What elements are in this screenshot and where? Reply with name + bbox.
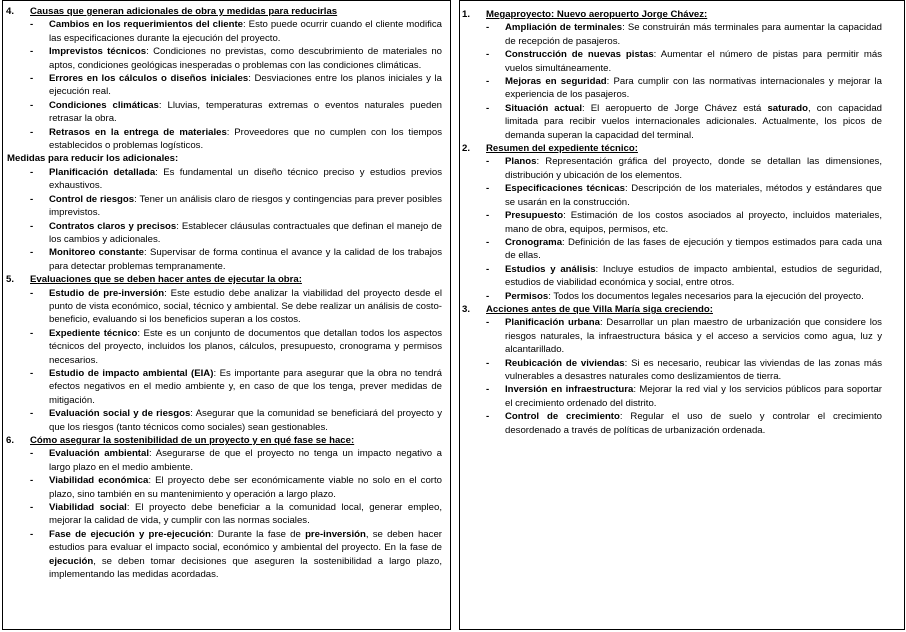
- section-1: [462, 8, 883, 142]
- list-item: - Estudio de impacto ambiental (EIA): Es importante para asegurar que la obra no tendrá efectos negativos en el medio ambiente y, en caso de que los tenga, prever medidas de mitigación.: [30, 367, 442, 406]
- section-number: 3.: [462, 303, 471, 315]
- section-medidas: [7, 152, 442, 273]
- list-item: - Viabilidad social: El proyecto debe beneficiar a la comunidad local, generar empleo, mejorar la calidad de vida, y cumplir con las normas sociales.: [30, 502, 442, 527]
- list-item: - Evaluación social y de riesgos: Asegurar que la comunidad se beneficiará del proyecto y que los riesgos (tanto técnicos como sociales) sean gestionables.: [30, 408, 442, 433]
- bullet-list: [486, 316, 882, 437]
- list-item: - Control de crecimiento: Regular el uso de suelo y controlar el crecimiento desordenado a través de políticas de urbanización ordenada.: [486, 411, 883, 436]
- list-item: - Ampliación de terminales: Se construirán más terminales para aumentar la capacidad de recepción de pasajeros.: [486, 22, 883, 47]
- section-title: Causas que generan adicionales de obra y medidas para reducirlas: [30, 6, 338, 17]
- section-5: [6, 273, 442, 434]
- list-item: - Presupuesto: Estimación de los costos asociados al proyecto, incluidos materiales, mano de obra, equipos, permisos, etc.: [486, 210, 882, 235]
- list-item: - Imprevistos técnicos: Condiciones no previstas, como descubrimiento de materiales no aptos, condiciones geológicas inesperadas o problemas con las condiciones climáticas.: [30, 46, 442, 71]
- list-item: - Errores en los cálculos o diseños iniciales: Desviaciones entre los planos iniciales y la ejecución real.: [30, 73, 442, 98]
- list-item: - Monitoreo constante: Supervisar de forma continua el avance y la calidad de los trabajos para detectar problemas tempranamente.: [30, 247, 442, 272]
- section-number: 5.: [6, 274, 15, 286]
- list-item: - Especificaciones técnicas: Descripción de los materiales, métodos y estándares que se usarán en la construcción.: [486, 183, 883, 208]
- list-item: - Situación actual: El aeropuerto de Jorge Chávez está saturado, con capacidad limitada para recibir vuelos internacionales adicionales. Actualmente, los picos de demanda superan la capacidad del terminal.: [486, 102, 883, 141]
- section-number: 1.: [462, 9, 471, 20]
- section-number: 4.: [6, 6, 15, 17]
- list-item: - Fase de ejecución y pre-ejecución: Durante la fase de pre-inversión, se deben hacer estudios para evaluar el impacto social, económico y ambiental del proyecto. En la fase de ejecución, se deben tomar decisiones que aseguren la sostenibilidad a largo plazo, implementando las medidas acordadas.: [30, 528, 442, 581]
- list-item: - Evaluación ambiental: Asegurarse de que el proyecto no tenga un impacto negativo a largo plazo en el medio ambiente.: [30, 448, 442, 473]
- section-title: Evaluaciones que se deben hacer antes de ejecutar la obra:: [30, 274, 302, 286]
- list-item: - Construcción de nuevas pistas: Aumentar el número de pistas para permitir más vuelos simultáneamente.: [486, 49, 882, 74]
- document-page-left: [2, 0, 451, 630]
- section-6: [6, 434, 442, 581]
- section-number: 6.: [6, 435, 15, 446]
- list-item: - Reubicación de viviendas: Si es necesario, reubicar las viviendas de las zonas más vulnerables a desastres naturales como deslizamientos de tierra.: [486, 357, 882, 382]
- section-title: Acciones antes de que Villa María siga creciendo:: [486, 303, 713, 315]
- section-4: [6, 5, 442, 152]
- list-item: - Planificación detallada: Es fundamental un diseño técnico preciso y estudios previos exhaustivos.: [30, 166, 442, 192]
- section-2: [462, 142, 883, 303]
- list-item: - Cambios en los requerimientos del cliente: Esto puede ocurrir cuando el cliente modifica las especificaciones durante la ejecución del proyecto.: [30, 19, 442, 44]
- list-item: - Inversión en infraestructura: Mejorar la red vial y los servicios públicos para soportar el crecimiento ordenado del distrito.: [486, 384, 883, 409]
- list-item: - Cronograma: Definición de las fases de ejecución y tiempos estimados para cada una de ellas.: [486, 236, 882, 262]
- list-item: - Viabilidad económica: El proyecto debe ser económicamente viable no solo en el corto plazo, sino también en su mantenimiento y operación a largo plazo.: [30, 475, 442, 500]
- list-item: - Retrasos en la entrega de materiales: Proveedores que no cumplen con los tiempos establecidos o problemas logísticos.: [30, 126, 442, 152]
- section-title: Megaproyecto: Nuevo aeropuerto Jorge Chávez:: [486, 9, 708, 20]
- bullet-list: [30, 287, 442, 434]
- list-item: - Expediente técnico: Este es un conjunto de documentos que detallan todos los aspectos técnicos del proyecto, incluidos los planos, cálculos, presupuesto, cronograma y permisos necesarios.: [30, 327, 442, 366]
- list-item: - Planificación urbana: Desarrollar un plan maestro de urbanización que considere los riesgos naturales, la infraestructura básica y el acceso a servicios como agua, luz y alcantarillado.: [486, 317, 882, 356]
- list-item: - Permisos: Todos los documentos legales necesarios para la ejecución del proyecto.: [486, 290, 864, 302]
- list-item: - Planos: Representación gráfica del proyecto, donde se detallan las dimensiones, distribución y ubicación de los elementos.: [486, 156, 882, 181]
- bullet-list: [486, 155, 882, 302]
- subsection-title: Medidas para reducir los adicionales:: [7, 153, 179, 165]
- list-item: - Estudios y análisis: Incluye estudios de impacto ambiental, estudios de seguridad, estudios de viabilidad económica y social, entre otros.: [486, 263, 882, 289]
- list-item: - Mejoras en seguridad: Para cumplir con las normativas internacionales y mejorar la experiencia de los pasajeros.: [486, 76, 882, 101]
- section-title: Cómo asegurar la sostenibilidad de un proyecto y en qué fase se hace:: [30, 435, 355, 446]
- bullet-list: [30, 18, 442, 152]
- section-3: [462, 303, 883, 437]
- list-item: - Control de riesgos: Tener un análisis claro de riesgos y contingencias para prever posibles imprevistos.: [30, 193, 442, 219]
- list-item: - Estudio de pre-inversión: Este estudio debe analizar la viabilidad del proyecto desde el punto de vista económico, social, técnico y ambiental. Se debe realizar un análisis de costo-beneficio, evaluando si los beneficios superan a los costos.: [30, 287, 442, 326]
- list-item: - Condiciones climáticas: Lluvias, temperaturas extremas o eventos naturales pueden retrasar la obra.: [30, 99, 442, 125]
- section-title: Resumen del expediente técnico:: [486, 143, 638, 155]
- bullet-list: [30, 447, 442, 581]
- bullet-list: [30, 166, 442, 273]
- list-item: - Contratos claros y precisos: Establecer cláusulas contractuales que definan el manejo de los cambios y adicionales.: [30, 220, 442, 245]
- document-page-right: [459, 0, 905, 630]
- bullet-list: [486, 21, 882, 142]
- section-number: 2.: [462, 143, 471, 155]
